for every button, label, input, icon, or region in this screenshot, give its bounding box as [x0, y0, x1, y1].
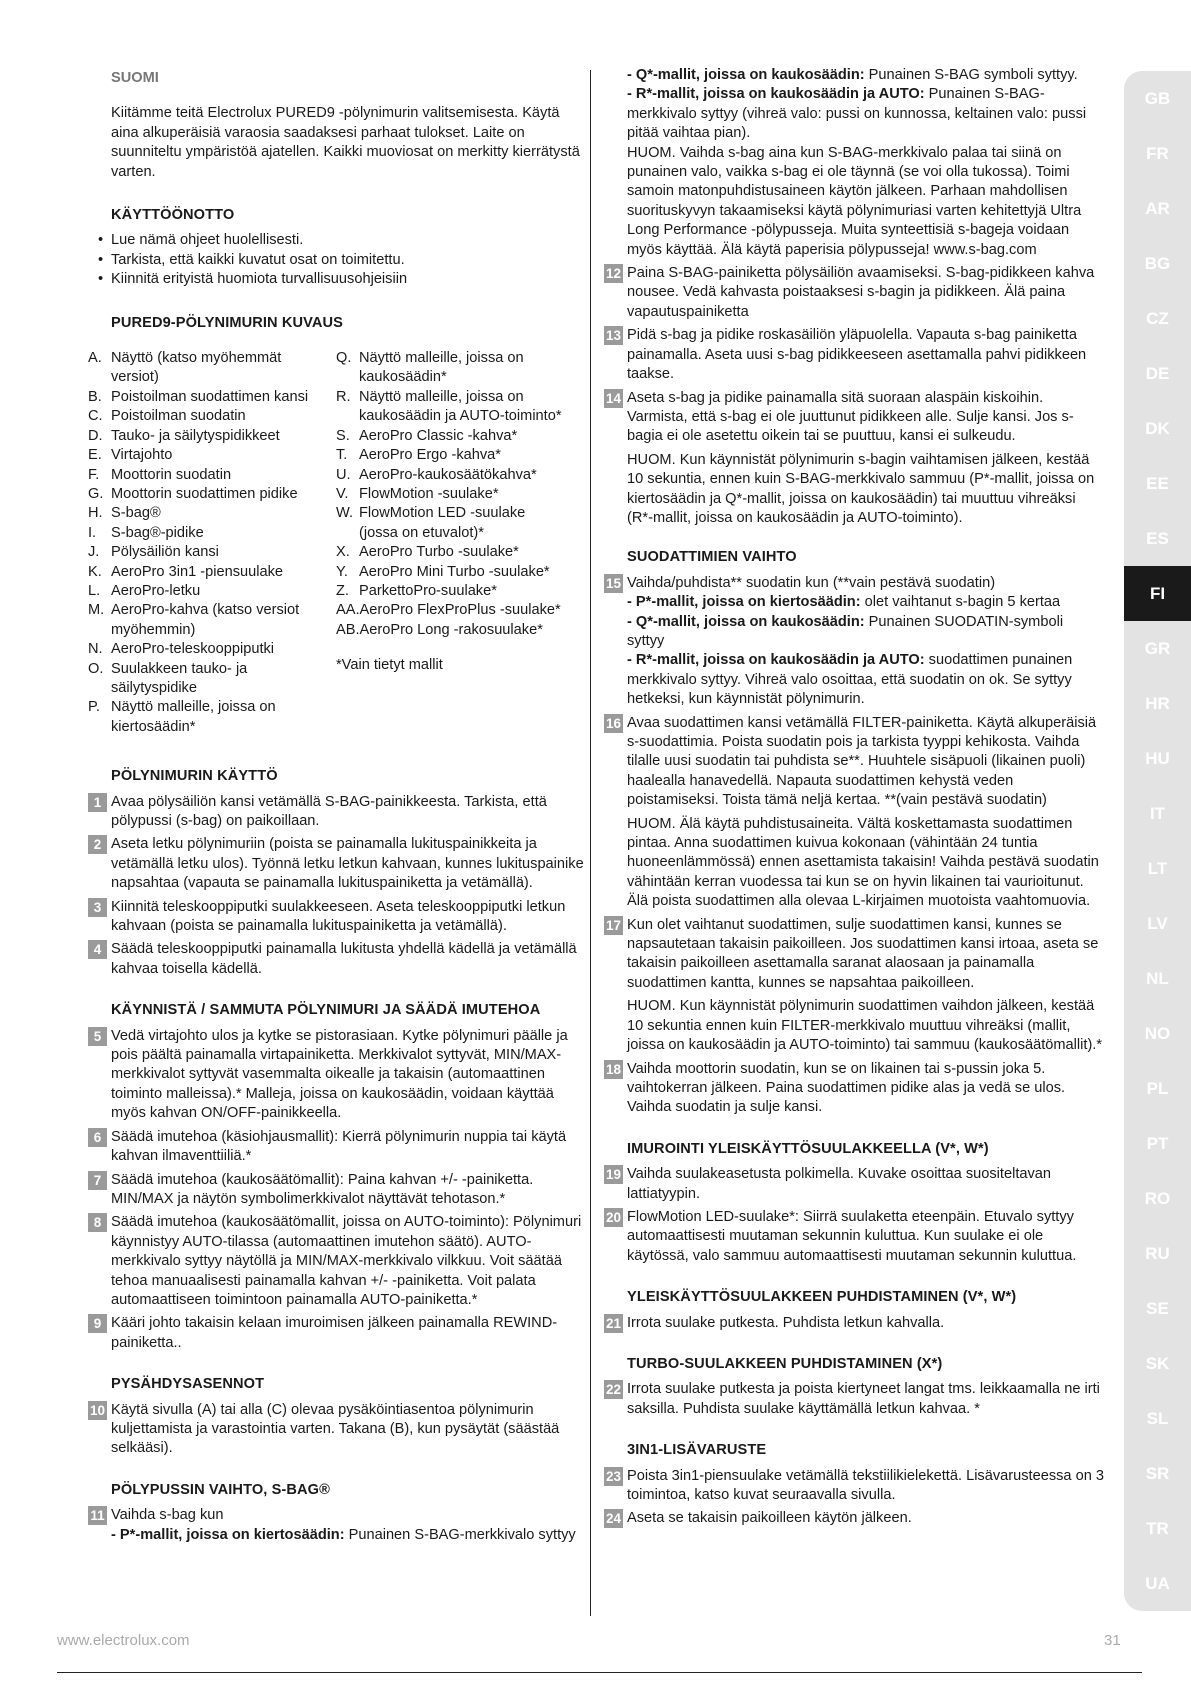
sbag-q-text: Punainen S-BAG symboli syttyy.: [864, 67, 1078, 83]
tab-sr[interactable]: SR: [1124, 1446, 1191, 1501]
part-letter: B.: [88, 388, 102, 405]
step-item: [604, 714, 1104, 811]
tab-ro[interactable]: RO: [1124, 1171, 1191, 1226]
tab-lt[interactable]: LT: [1124, 841, 1191, 896]
filter-p-text: olet vaihtanut s-bagin 5 kertaa: [860, 594, 1061, 611]
part-item: [336, 621, 564, 640]
step-number: 1: [88, 793, 107, 812]
part-item: [336, 388, 564, 427]
sbag-r-label: - R*-mallit, joissa on kaukosäädin ja AUTO:: [627, 86, 925, 103]
part-text: AeroPro Classic -kahva*: [359, 427, 518, 444]
step-number: 11: [88, 1506, 107, 1525]
intro-text: Kiitämme teitä Electrolux PURED9 -pölynimurin valitsemisesta. Käytä aina alkuperäisiä varaosia saadaksesi parhaat tulokset. Laite on suunniteltu ympäristöä ajatellen. Kaikki muoviosat on merkitty kierrätystä varten.: [111, 105, 580, 180]
part-item: [88, 349, 321, 388]
part-item: [336, 446, 564, 465]
step-text: Aseta letku pölynimuriin (poista se painamalla lukituspainikkeita ja vetämällä letku ulos). Työnnä letku letkun kahvaan, kunnes lukituspainike napsahtaa (vapauta se painamalla lukituspainiketta ja vetämällä).: [111, 836, 584, 892]
step-item: [88, 1314, 586, 1353]
part-text: Virtajohto: [111, 447, 173, 464]
turbo-steps: [604, 1380, 1104, 1419]
step-item: [604, 326, 1104, 384]
turbo-heading: TURBO-SUULAKKEEN PUHDISTAMINEN (X*): [627, 1355, 943, 1372]
parts-list-left: [88, 349, 321, 737]
tab-sl[interactable]: SL: [1124, 1391, 1191, 1446]
step-number: 15: [605, 575, 622, 591]
part-letter: C.: [88, 408, 103, 425]
part-text: Näyttö malleille, joissa on kaukosäädin ja AUTO-toiminto*: [359, 388, 562, 425]
suodattimet-heading: SUODATTIMIEN VAIHTO: [627, 549, 797, 566]
step-text: Vaihda s-bag kun: [111, 1507, 224, 1524]
step-text: Vaihda moottorin suodatin, kun se on likainen tai s-pussin joka 5. vaihtokerran jälkeen. Paina suodattimen pidike alas ja vedä se ulos. Vaihda suodatin ja sulje kansi.: [627, 1060, 1066, 1116]
filter-p-label: - P*-mallit, joissa on kiertosäädin:: [627, 594, 861, 611]
part-letter: T.: [336, 447, 348, 464]
step-text: Säädä imutehoa (kaukosäätömallit, joissa on AUTO-toiminto): Pölynimuri käynnistyy AUTO-tilassa (automaattinen imutehon säätö). AUTO-merkkivalo syttyy näytöllä ja MIN/MAX-merkkivalo vilkkuu. Voit säätää tehoa manuaalisesti painamalla kahvan +/- -painiketta. Voit palata automaattiseen toimintoon painamalla AUTO-painiketta.*: [111, 1214, 582, 1308]
part-item: [88, 407, 321, 426]
step-text: Aseta s-bag ja pidike painamalla sitä suoraan alaspäin kiskoihin. Varmista, että s-bag ei ole juuttunut pidikkeen alle. Sulje kansi. Jos s-bagia ei ole asetettu oikein tai se puuttuu, kansi ei sulkeudu.: [627, 389, 1074, 445]
part-text: AeroPro-letku: [111, 582, 201, 599]
step-text: Aseta se takaisin paikoilleen käytön jälkeen.: [627, 1510, 912, 1527]
part-text: Näyttö malleille, joissa on kaukosäädin*: [359, 350, 524, 386]
part-item: [336, 601, 564, 620]
part-text: Moottorin suodatin: [111, 466, 232, 483]
tab-cz[interactable]: CZ: [1124, 291, 1191, 346]
part-text: Pölysäiliön kansi: [111, 544, 219, 561]
part-letter: L.: [88, 582, 101, 599]
part-letter: W.: [336, 505, 354, 522]
kaynnista-heading: KÄYNNISTÄ / SAMMUTA PÖLYNIMURI JA SÄÄDÄ IMUTEHOA: [111, 1002, 541, 1019]
list-item: • Tarkista, että kaikki kuvatut osat on toimitettu.: [98, 251, 586, 270]
parts-list: [88, 349, 586, 737]
sbag-heading: PÖLYPUSSIN VAIHTO, S-BAG®: [111, 1481, 330, 1498]
pysahdys-heading: PYSÄHDYSASENNOT: [111, 1376, 265, 1393]
step-number: 18: [605, 1061, 622, 1077]
part-letter: D.: [88, 427, 103, 444]
part-item: [88, 543, 321, 562]
lisavaruste-steps: [604, 1467, 1104, 1529]
part-letter: Q.: [336, 350, 352, 367]
tab-it[interactable]: IT: [1124, 786, 1191, 841]
step-text: Kiinnitä teleskooppiputki suulakkeeseen. Aseta teleskooppiputki letkun kahvaan (poista se painamalla lukituspainiketta ja vetämällä).: [111, 898, 566, 935]
step-number: 13: [605, 328, 622, 344]
part-letter: AB.: [336, 621, 360, 638]
tab-gb[interactable]: GB: [1124, 71, 1191, 126]
sbag-p-text: Punainen S-BAG-merkkivalo syttyy: [344, 1526, 576, 1543]
part-letter: U.: [336, 466, 351, 483]
part-item: [336, 504, 564, 543]
step-text: Avaa pölysäiliön kansi vetämällä S-BAG-painikkeesta. Tarkista, että pölypussi (s-bag) on paikoillaan.: [111, 793, 547, 829]
sbag-p-label: - P*-mallit, joissa on kiertosäädin:: [111, 1526, 345, 1543]
step-item: [604, 389, 1104, 447]
step-item: [88, 940, 586, 979]
step-text: Kun olet vaihtanut suodattimen, sulje suodattimen kansi, kunnes se napsautetaan takaisin paikoilleen. Jos suodattimen kansi irtoaa, aseta se takaisin paikoilleen asettamalla saranat alaosaan ja painamalla suodattimen kantta, kunnes se napsahtaa paikoilleen.: [627, 916, 1099, 991]
step-text: FlowMotion LED-suulake*: Siirrä suulaketta eteenpäin. Etuvalo syttyy automaattisesti muutaman sekunnin kuluttua. Kun suulake ei ole käytössä, valo sammuu automaattisesti muutaman sekunnin kuluttua.: [627, 1208, 1077, 1264]
filter-note-2: HUOM. Kun käynnistät pölynimurin suodattimen vaihdon jälkeen, kestää 10 sekuntia ennen kuin FILTER-merkkivalo muuttuu vihreäksi (mallit, joissa on kaukosäädin ja AUTO-toiminto) tai sammuu (kaukosäätömallit).*: [627, 998, 1103, 1054]
tab-nl[interactable]: NL: [1124, 951, 1191, 1006]
sbag-r-text: Punainen S-BAG-merkkivalo syttyy (vihreä valo: pussi on kunnossa, keltainen valo: pussi pitää vaihtaa pian).: [627, 86, 1087, 142]
pysahdys-steps: [88, 1401, 586, 1459]
imurointi-heading: IMUROINTI YLEISKÄYTTÖSUULAKKEELLA (V*, W*): [627, 1140, 989, 1157]
step-text: Pidä s-bag ja pidike roskasäiliön yläpuolella. Vapauta s-bag painiketta painamalla. Aseta uusi s-bag pidikkeeseen asettamalla pahvi pidikkeen taakse.: [627, 327, 1087, 383]
part-item: [88, 466, 321, 485]
left-column: [88, 66, 586, 1549]
puhdistus-steps: [604, 1314, 1104, 1333]
part-letter: Y.: [336, 563, 348, 580]
tab-fi[interactable]: FI: [1124, 566, 1191, 621]
column-divider: [590, 70, 591, 1616]
kayttoonotto-list: [98, 231, 586, 289]
tab-dk[interactable]: DK: [1124, 401, 1191, 456]
step-item: [604, 1314, 1104, 1333]
part-letter: G.: [88, 485, 104, 502]
imurointi-steps: [604, 1165, 1104, 1266]
step-item: [604, 1208, 1104, 1266]
tab-de[interactable]: DE: [1124, 346, 1191, 401]
part-letter: R.: [336, 388, 351, 405]
kaytto-steps: [88, 793, 586, 980]
part-item: [88, 427, 321, 446]
part-item: [336, 427, 564, 446]
part-item: [88, 504, 321, 523]
part-item: [88, 582, 321, 601]
part-item: [88, 446, 321, 465]
step-text: Vedä virtajohto ulos ja kytke se pistorasiaan. Kytke pölynimuri päälle ja pois päältä painamalla virtapainiketta. Merkkivalot syttyvät, MIN/MAX-merkkivalot syttyvät vasemmalta oikealle ja takaisin (automaattinen toiminto malleissa).* Malleja, joissa on kaukosäädin, voidaan käyttää myös kahvan ON/OFF-painikkeella.: [111, 1027, 568, 1122]
step-text: Vaihda/puhdista** suodatin kun (**vain pestävä suodatin): [627, 574, 996, 591]
step-text: Avaa suodattimen kansi vetämällä FILTER-painiketta. Käytä alkuperäisiä s-suodattimia. Poista suodatin pois ja tarkista tyyppi kehikosta. Vaihda tilalle uusi suodatin tai puhdista se**. Huuhtele sisäpuoli (likainen puoli) haalealla hanavedellä. Napauta suodattimen kehystä veden poistamiseksi. Toista tämä neljä kertaa. **(vain pestävä suodatin): [627, 714, 1097, 809]
part-item: [336, 582, 564, 601]
sbag-p-models: [111, 1526, 586, 1545]
step-text: Kääri johto takaisin kelaan imuroimisen jälkeen painamalla REWIND-painiketta..: [111, 1315, 558, 1351]
footer-url[interactable]: www.electrolux.com: [57, 1632, 190, 1649]
footer-rule: [57, 1672, 1142, 1673]
filter-note: HUOM. Älä käytä puhdistusaineita. Vältä koskettamasta suodattimen pintaa. Anna suodattimen kuivua kokonaan (vähintään 24 tuntia huoneenlämmössä) ennen asettamista takaisin! Vaihda pestävä suodatin vähintään kerran vuodessa tai kun se on hyvin likainen tai vaurioitunut. Älä poista suodattimen alla olevaa L-kirjaimen muotoista vaahtomuovia.: [627, 815, 1099, 910]
part-item: [88, 524, 321, 543]
step-text: Säädä imutehoa (kaukosäätömallit): Paina kahvan +/- -painiketta. MIN/MAX ja näytön symbolimerkkivalot näyttävät tehotason.*: [111, 1171, 534, 1207]
step-text: Poista 3in1-piensuulake vetämällä tekstiilikielekettä. Lisävarusteessa on 3 toimintoa, katso kuvat seuraavalla sivulla.: [627, 1467, 1104, 1503]
part-letter: I.: [88, 524, 97, 541]
part-letter: K.: [88, 563, 102, 580]
part-text: AeroPro Turbo -suulake*: [359, 544, 519, 561]
part-text: AeroPro-teleskooppiputki: [111, 641, 275, 658]
tab-se[interactable]: SE: [1124, 1281, 1191, 1336]
step-item: [88, 1128, 586, 1167]
part-letter: Z.: [336, 582, 349, 599]
step-item: [88, 1506, 586, 1525]
step-number: 2: [88, 835, 107, 854]
part-letter: AA.: [336, 602, 360, 619]
step-item: [604, 1509, 1104, 1528]
step-item: [88, 1171, 586, 1210]
step-number: 4: [88, 940, 107, 959]
step-number: 23: [605, 1468, 622, 1484]
step-item: [604, 916, 1104, 994]
step-number: 17: [605, 917, 622, 933]
part-text: Tauko- ja säilytyspidikkeet: [111, 427, 280, 444]
filter-r-text: suodattimen punainen merkkivalo syttyy. Vihreä valo osoittaa, että suodatin on ok. Se syttyy hetkeksi, kun käynnistät pölynimurin.: [627, 652, 1073, 708]
filter-q-label: - Q*-mallit, joissa on kaukosäädin:: [627, 613, 865, 630]
step-item: [604, 1467, 1104, 1506]
part-text: AeroPro FlexProPlus -suulake*: [359, 602, 561, 619]
tab-ee[interactable]: EE: [1124, 456, 1191, 511]
sbag-r-models: [627, 85, 1104, 143]
step-number: 20: [605, 1209, 622, 1225]
step-number: 3: [88, 898, 107, 917]
step-item: [88, 1027, 586, 1124]
part-text: AeroPro Ergo -kahva*: [359, 447, 501, 464]
tab-fr[interactable]: FR: [1124, 126, 1191, 181]
language-tabs: [1124, 71, 1191, 1611]
part-letter: M.: [88, 602, 105, 619]
sbag-q-models: [627, 66, 1104, 85]
part-item: [336, 349, 564, 388]
part-item: [88, 660, 321, 699]
part-text: ParkettoPro-suulake*: [359, 582, 497, 599]
step-number: 21: [605, 1315, 622, 1331]
step-text: Käytä sivulla (A) tai alla (C) olevaa pysäköintiasentoa pölynimurin kuljettamista ja varastointia varten. Takana (B), kun pysäytät (säästää selkääsi).: [111, 1401, 560, 1457]
part-letter: A.: [88, 350, 102, 367]
step-text: Säädä imutehoa (käsiohjausmallit): Kierrä pölynimurin nuppia tai käytä kahvan ilmaventtiiliä.*: [111, 1128, 567, 1165]
kaytto-heading: PÖLYNIMURIN KÄYTTÖ: [111, 768, 278, 785]
step-number: 6: [88, 1128, 107, 1147]
part-letter: P.: [88, 699, 100, 716]
part-letter: N.: [88, 641, 103, 658]
right-column: [604, 66, 1104, 1533]
tab-pt[interactable]: PT: [1124, 1116, 1191, 1171]
tab-lv[interactable]: LV: [1124, 896, 1191, 951]
part-text: Poistoilman suodatin: [111, 408, 246, 425]
tab-ua[interactable]: UA: [1124, 1556, 1191, 1611]
part-letter: V.: [336, 485, 349, 502]
part-letter: S.: [336, 427, 350, 444]
tab-sk[interactable]: SK: [1124, 1336, 1191, 1391]
tab-gr[interactable]: GR: [1124, 621, 1191, 676]
part-text: Näyttö (katso myöhemmät versiot): [111, 350, 282, 386]
step-number: 8: [88, 1213, 107, 1232]
tab-ar[interactable]: AR: [1124, 181, 1191, 236]
part-text: FlowMotion -suulake*: [359, 485, 499, 502]
tab-hr[interactable]: HR: [1124, 676, 1191, 731]
part-letter: X.: [336, 544, 350, 561]
step-item: [604, 1165, 1104, 1204]
part-text: AeroPro-kahva (katso versiot myöhemmin): [111, 602, 300, 638]
part-item: [336, 466, 564, 485]
part-item: [88, 388, 321, 407]
step-number: 16: [605, 715, 622, 731]
kayttoonotto-heading: KÄYTTÖÖNOTTO: [111, 207, 235, 224]
part-letter: F.: [88, 466, 100, 483]
step-item: [604, 574, 1104, 593]
tab-es[interactable]: ES: [1124, 511, 1191, 566]
part-letter: O.: [88, 660, 104, 677]
part-item: [88, 485, 321, 504]
page-number: 31: [1104, 1632, 1121, 1649]
filter-p-models: [627, 593, 1104, 612]
part-text: Poistoilman suodattimen kansi: [111, 388, 309, 405]
step-number: 10: [89, 1402, 106, 1418]
step-item: [604, 1060, 1104, 1118]
parts-list-right: [336, 349, 564, 737]
step-item: [88, 898, 586, 937]
part-text: FlowMotion LED -suulake (jossa on etuvalot)*: [359, 505, 526, 541]
kaynnista-steps: [88, 1027, 586, 1354]
part-letter: E.: [88, 447, 102, 464]
puhdistus-heading: YLEISKÄYTTÖSUULAKKEEN PUHDISTAMINEN (V*, W*): [627, 1289, 1017, 1306]
language-heading: SUOMI: [111, 70, 159, 86]
lisavaruste-heading: 3IN1-LISÄVARUSTE: [627, 1442, 767, 1459]
filter-r-label: - R*-mallit, joissa on kaukosäädin ja AUTO:: [627, 652, 925, 669]
step-item: [604, 1380, 1104, 1419]
sbag-note-2: HUOM. Kun käynnistät pölynimurin s-bagin vaihtamisen jälkeen, kestää 10 sekuntia, ennen kuin S-BAG-merkkivalo sammuu (P*-mallit, joissa on kiertosäädin ja Q*-mallit, joissa on kaukosäädin) tai muuttuu vihreäksi (R*-mallit, joissa on kaukosäädin ja AUTO-toiminto).: [627, 451, 1095, 526]
tab-bg[interactable]: BG: [1124, 236, 1191, 291]
part-item: [88, 698, 321, 737]
step-item: [88, 835, 586, 893]
step-text: Irrota suulake putkesta ja poista kiertyneet langat tms. leikkaamalla ne irti saksilla. Puhdista suulake käyttämällä letkun kahvaa. *: [627, 1381, 1100, 1417]
step-text: Paina S-BAG-painiketta pölysäiliön avaamiseksi. S-bag-pidikkeen kahva nousee. Vedä kahvasta poistaaksesi s-bagin ja pidikkeen. Älä paina vapautuspainiketta: [627, 265, 1095, 320]
part-text: Suulakkeen tauko- ja säilytyspidike: [111, 660, 248, 696]
step-text: Vaihda suulakeasetusta polkimella. Kuvake osoittaa suositeltavan lattiatyypin.: [627, 1166, 1052, 1202]
tab-no[interactable]: NO: [1124, 1006, 1191, 1061]
sbag-steps: [604, 264, 1104, 447]
step-number: 14: [605, 390, 622, 406]
step-number: 22: [605, 1382, 622, 1398]
step-text: Säädä teleskooppiputki painamalla lukitusta yhdellä kädellä ja vetämällä kahvaa toisella kädellä.: [111, 941, 577, 977]
step-number: 24: [605, 1511, 622, 1527]
step-number: 9: [88, 1314, 107, 1333]
part-item: [336, 543, 564, 562]
step-number: 12: [605, 266, 622, 282]
step-number: 5: [88, 1027, 107, 1046]
part-text: AeroPro 3in1 -piensuulake: [111, 563, 283, 580]
part-letter: J.: [88, 544, 100, 561]
part-text: Näyttö malleille, joissa on kiertosäädin*: [111, 699, 276, 735]
tab-hu[interactable]: HU: [1124, 731, 1191, 786]
part-item: [88, 601, 321, 640]
filter-q-models: [627, 613, 1104, 652]
step-text: Irrota suulake putkesta. Puhdista letkun kahvalla.: [627, 1314, 945, 1331]
filter-q-text: Punainen SUODATIN-symboli syttyy: [627, 613, 1064, 649]
tab-pl[interactable]: PL: [1124, 1061, 1191, 1116]
part-text: S-bag®-pidike: [111, 524, 204, 541]
filter-r-models: [627, 651, 1104, 709]
tab-tr[interactable]: TR: [1124, 1501, 1191, 1556]
part-item: [88, 563, 321, 582]
part-item: [88, 640, 321, 659]
part-text: Moottorin suodattimen pidike: [111, 485, 298, 502]
step-number: 7: [88, 1171, 107, 1190]
part-item: [336, 563, 564, 582]
step-item: [604, 264, 1104, 322]
sbag-q-label: - Q*-mallit, joissa on kaukosäädin:: [627, 67, 865, 83]
kuvaus-heading: PURED9-PÖLYNIMURIN KUVAUS: [111, 314, 343, 331]
list-item: • Kiinnitä erityistä huomiota turvallisuusohjeisiin: [98, 270, 586, 289]
step-item: [88, 1213, 586, 1310]
parts-footnote: *Vain tietyt mallit: [336, 657, 443, 674]
tab-ru[interactable]: RU: [1124, 1226, 1191, 1281]
part-letter: H.: [88, 505, 103, 522]
part-text: AeroPro Long -rakosuulake*: [359, 621, 543, 638]
step-item: [88, 793, 586, 832]
step-number: 19: [605, 1167, 622, 1183]
part-text: S-bag®: [111, 505, 161, 522]
part-text: AeroPro-kaukosäätökahva*: [359, 466, 537, 483]
step-item: [88, 1401, 586, 1459]
part-text: AeroPro Mini Turbo -suulake*: [359, 563, 550, 580]
part-item: [336, 485, 564, 504]
list-item: • Lue nämä ohjeet huolellisesti.: [98, 231, 586, 250]
sbag-note: HUOM. Vaihda s-bag aina kun S-BAG-merkkivalo palaa tai siinä on punainen valo, vaikka s-bag ei ole täynnä (se voi olla tukossa). Toimi samoin matonpuhdistusaineen käytön jälkeen. Parhaan mahdollisen suorituskyvyn takaamiseksi käytä pölynimuriasi varten kehitettyjä Ultra Long Performance -pölypusseja. Muita synteettisiä s-bageja voidaan myös käyttää. Älä käytä paperisia pölypusseja! www.s-bag.com: [627, 144, 1082, 258]
